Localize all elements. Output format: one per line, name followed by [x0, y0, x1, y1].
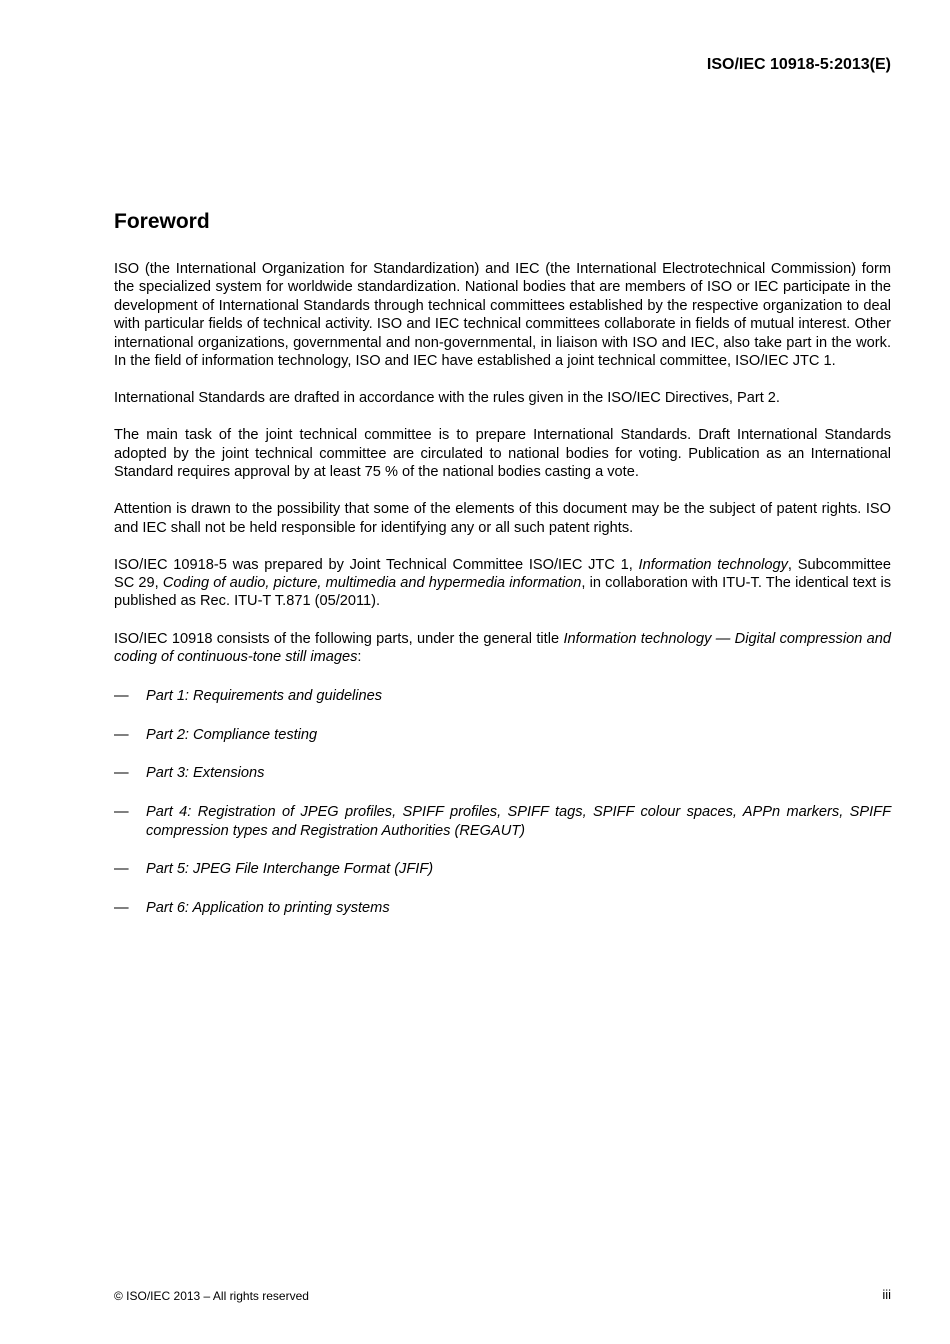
prepared-by-text-2: , Subcommittee SC 29, [114, 556, 891, 592]
part-label: Part 4: Registration of JPEG profiles, SPIFF profiles, SPIFF tags, SPIFF colour spaces, APPn markers, SPIFF compression types and Registration Authorities (REGAUT) [146, 804, 891, 839]
prepared-by-text-1: ISO/IEC 10918-5 was prepared by Joint Technical Committee ISO/IEC JTC 1, [114, 556, 639, 573]
parts-intro-colon: : [357, 648, 362, 665]
prepared-by-title-2: Coding of audio, picture, multimedia and hypermedia information [162, 575, 582, 592]
list-item [114, 803, 891, 840]
parts-list [114, 687, 891, 918]
part-label: Part 2: Compliance testing [146, 726, 318, 743]
document-identifier: ISO/IEC 10918-5:2013(E) [706, 56, 891, 73]
copyright-notice: © ISO/IEC 2013 – All rights reserved [114, 1289, 309, 1303]
page-number: iii [882, 1287, 891, 1302]
part-label: Part 5: JPEG File Interchange Format (JFIF) [146, 861, 434, 878]
parts-intro-text: ISO/IEC 10918 consists of the following parts, under the general title [114, 630, 564, 647]
list-item [114, 726, 891, 744]
paragraph-iso-iec-intro: ISO (the International Organization for Standardization) and IEC (the International Electrotechnical Commission) form the specialized system for worldwide standardization. National bodies that are members of ISO or IEC participate in the development of International Standards through technical committees established by the respective organization to deal with particular fields of technical activity. ISO and IEC technical committees collaborate in fields of mutual interest. Other international organizations, governmental and non-governmental, in liaison with ISO and IEC, also take part in the work. In the field of information technology, ISO and IEC have established a joint technical committee, ISO/IEC JTC 1. [114, 261, 891, 370]
part-label: Part 1: Requirements and guidelines [146, 687, 383, 704]
paragraph-committee-task: The main task of the joint technical committee is to prepare International Standards. Draft International Standards adopted by the joint technical committee are circulated to national bodies for voting. Publication as an International Standard requires approval by at least 75 % of the national bodies casting a vote. [114, 427, 891, 481]
prepared-by-text-3: , in collaboration with ITU-T. The identical text is published as Rec. ITU-T T.871 (05/2011). [114, 575, 892, 610]
prepared-by-title-1: Information technology [638, 556, 788, 573]
list-dash: — [114, 900, 129, 917]
list-item [114, 764, 891, 782]
list-dash: — [114, 765, 129, 782]
parts-intro-general-title: Information technology — Digital compression and coding of continuous-tone still images [114, 630, 892, 665]
list-dash: — [114, 804, 129, 821]
paragraph-parts-intro [114, 630, 891, 667]
list-dash: — [114, 861, 129, 878]
page-title: Foreword [114, 210, 210, 233]
paragraph-directives: International Standards are drafted in accordance with the rules given in the ISO/IEC Directives, Part 2. [114, 390, 780, 407]
list-item [114, 899, 891, 917]
part-label: Part 6: Application to printing systems [146, 900, 390, 917]
list-item [114, 687, 891, 705]
paragraph-patent-rights: Attention is drawn to the possibility that some of the elements of this document may be the subject of patent rights. ISO and IEC shall not be held responsible for identifying any or all such patent rights. [114, 501, 891, 536]
list-dash: — [114, 687, 129, 704]
paragraph-prepared-by [114, 556, 891, 611]
list-dash: — [114, 726, 129, 743]
foreword-body [114, 260, 891, 938]
part-label: Part 3: Extensions [146, 765, 265, 782]
list-item [114, 860, 891, 878]
